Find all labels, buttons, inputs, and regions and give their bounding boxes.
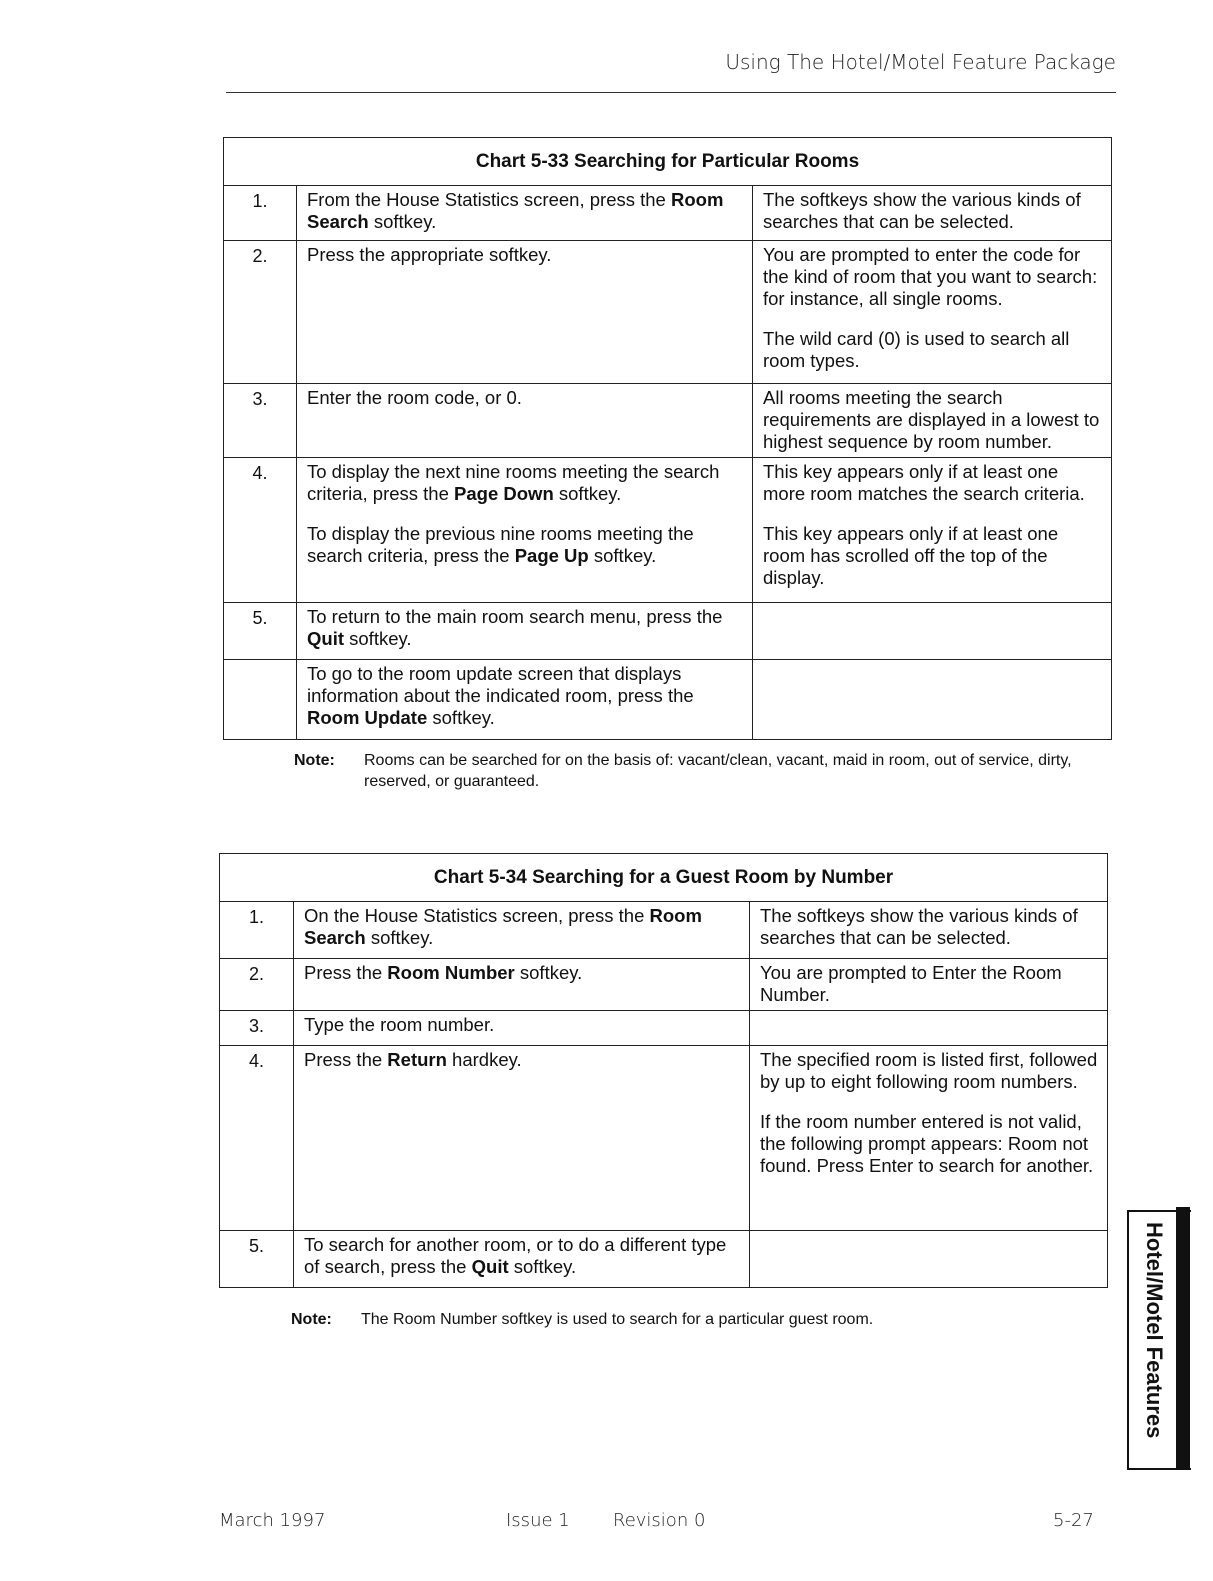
instruction-fragment: Press the appropriate softkey. [307, 244, 552, 265]
step-result [750, 1231, 1108, 1288]
step-result [750, 959, 1108, 1011]
side-tab-bar [1176, 1207, 1190, 1469]
instruction-text [307, 461, 744, 505]
instruction-text [307, 189, 744, 233]
softkey-name: Quit [307, 628, 344, 649]
step-number: 4. [224, 458, 297, 603]
step-instruction [297, 384, 753, 458]
chart-5-34-note [291, 1309, 1111, 1333]
chart-title: Chart 5-33 Searching for Particular Rooms [224, 138, 1112, 186]
step-number: 1. [220, 902, 294, 959]
instruction-fragment: softkey. [344, 628, 412, 649]
result-text: You are prompted to enter the code for the kind of room that you want to search: for instance, all single rooms. [763, 244, 1098, 309]
instruction-fragment: softkey. [553, 483, 622, 504]
step-number: 4. [220, 1046, 294, 1231]
step-instruction [297, 241, 753, 384]
step-result [753, 603, 1112, 660]
result-text: You are prompted to Enter the Room Number. [760, 962, 1062, 1005]
footer-issue: Issue 1 [506, 1510, 570, 1531]
note-text: The Room Number softkey is used to search for a particular guest room. [361, 1311, 874, 1328]
step-result [753, 384, 1112, 458]
step-result [753, 186, 1112, 241]
step-number: 5. [224, 603, 297, 660]
result-text: All rooms meeting the search requirements are displayed in a lowest to highest sequence by room number. [763, 387, 1100, 452]
instruction-text [307, 244, 744, 266]
step-number: 5. [220, 1231, 294, 1288]
softkey-name: Room Number [387, 962, 515, 983]
step-number: 3. [224, 384, 297, 458]
table-row [220, 1231, 1108, 1288]
table-row [224, 660, 1112, 740]
softkey-name: Room Update [307, 707, 428, 728]
instruction-fragment: hardkey. [446, 1049, 522, 1070]
table-row [224, 458, 1112, 603]
step-result [750, 1011, 1108, 1046]
table-row [220, 1011, 1108, 1046]
step-instruction [297, 458, 753, 603]
instruction-fragment: softkey. [368, 211, 437, 232]
result-text-extra: If the room number entered is not valid, the following prompt appears: Room not found. Press Enter to search for another. [760, 1111, 1094, 1176]
note-label: Note: [294, 752, 335, 769]
step-instruction [294, 902, 750, 959]
table-row [224, 384, 1112, 458]
table-row [220, 902, 1108, 959]
footer-page-number: 5-27 [1053, 1510, 1094, 1531]
step-number: 3. [220, 1011, 294, 1046]
instruction-fragment: softkey. [588, 545, 657, 566]
instruction-text [304, 1234, 741, 1278]
footer-revision: Revision 0 [613, 1510, 706, 1531]
instruction-fragment: softkey. [508, 1256, 577, 1277]
softkey-name: Page Up [514, 545, 589, 566]
side-tab-label: Hotel/Motel Features [1142, 1222, 1167, 1439]
step-instruction [297, 186, 753, 241]
instruction-text [304, 905, 741, 949]
step-instruction [297, 660, 753, 740]
table-row [224, 603, 1112, 660]
instruction-fragment: On the House Statistics screen, press the [304, 905, 650, 926]
instruction-fragment: To return to the main room search menu, press the [307, 606, 723, 627]
softkey-name: Room Search [307, 189, 724, 232]
result-text-extra: This key appears only if at least one room has scrolled off the top of the display. [763, 523, 1059, 588]
instruction-fragment: To display the previous nine rooms meeting the search criteria, press the [307, 523, 694, 566]
instruction-text [304, 962, 741, 984]
step-result [750, 1046, 1108, 1231]
table-row [220, 1046, 1108, 1231]
page-header-title: Using The Hotel/Motel Feature Package [725, 50, 1116, 74]
softkey-name: Page Down [454, 483, 554, 504]
instruction-fragment: Enter the room code, or 0. [307, 387, 522, 408]
table-row [220, 959, 1108, 1011]
result-text: The softkeys show the various kinds of searches that can be selected. [763, 189, 1081, 232]
step-instruction [294, 1046, 750, 1231]
chart-5-34-table [219, 853, 1108, 1288]
softkey-name: Return [387, 1049, 447, 1070]
step-result [753, 241, 1112, 384]
instruction-text [304, 1049, 741, 1071]
note-label: Note: [291, 1311, 332, 1328]
step-result [753, 458, 1112, 603]
instruction-text [304, 1014, 741, 1036]
step-number: 2. [220, 959, 294, 1011]
result-text: The specified room is listed first, followed by up to eight following room numbers. [760, 1049, 1098, 1092]
note-text: Rooms can be searched for on the basis of: vacant/clean, vacant, maid in room, out of service, dirty, reserved, or guaranteed. [364, 752, 1072, 790]
instruction-fragment: Type the room number. [304, 1014, 495, 1035]
instruction-fragment: To search for another room, or to do a different type of search, press the [304, 1234, 727, 1277]
instruction-fragment: To display the next nine rooms meeting the search criteria, press the [307, 461, 720, 504]
instruction-fragment: To go to the room update screen that displays information about the indicated room, press the [307, 663, 694, 706]
step-result [750, 902, 1108, 959]
instruction-fragment: softkey. [365, 927, 434, 948]
instruction-text [307, 663, 744, 729]
instruction-text-extra [307, 523, 744, 567]
step-number: 2. [224, 241, 297, 384]
instruction-fragment: From the House Statistics screen, press the [307, 189, 671, 210]
instruction-fragment: softkey. [427, 707, 495, 728]
softkey-name: Room Search [304, 905, 702, 948]
result-text: This key appears only if at least one more room matches the search criteria. [763, 461, 1085, 504]
result-text: The softkeys show the various kinds of searches that can be selected. [760, 905, 1078, 948]
chart-5-33-table [223, 137, 1112, 740]
step-instruction [294, 1011, 750, 1046]
instruction-fragment: softkey. [514, 962, 583, 983]
chart-title: Chart 5-34 Searching for a Guest Room by Number [220, 854, 1108, 902]
table-row [224, 241, 1112, 384]
step-result [753, 660, 1112, 740]
instruction-fragment: Press the [304, 962, 388, 983]
table-row [224, 186, 1112, 241]
step-instruction [297, 603, 753, 660]
result-text-extra: The wild card (0) is used to search all room types. [763, 328, 1070, 371]
footer-date: March 1997 [219, 1510, 326, 1531]
step-number [224, 660, 297, 740]
instruction-fragment: Press the [304, 1049, 388, 1070]
step-instruction [294, 1231, 750, 1288]
header-rule [226, 92, 1116, 93]
step-instruction [294, 959, 750, 1011]
instruction-text [307, 387, 744, 409]
softkey-name: Quit [471, 1256, 509, 1277]
chart-5-33-note [294, 750, 1114, 795]
instruction-text [307, 606, 744, 650]
step-number: 1. [224, 186, 297, 241]
